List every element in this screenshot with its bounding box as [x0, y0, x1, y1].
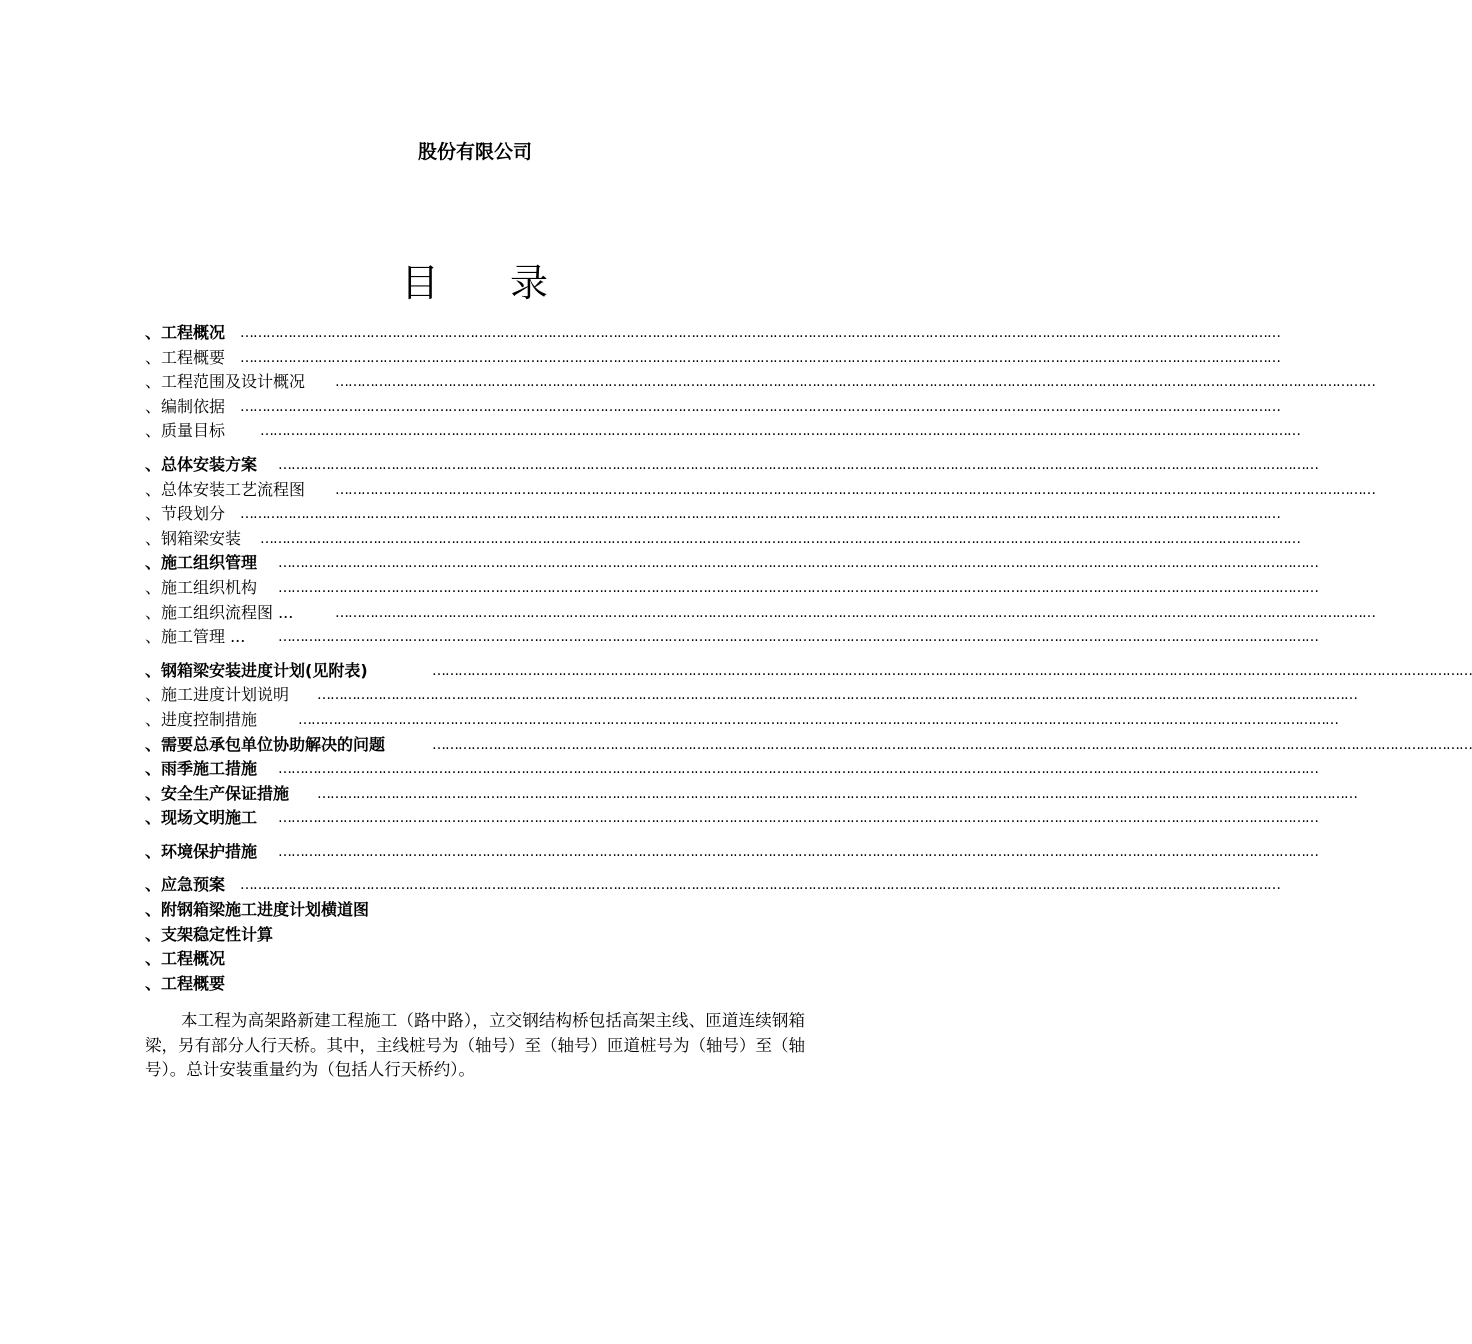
toc-leader-dots: …………………………………………………………………………………………………………………………………………………………………………………………………………………… — [240, 877, 1280, 894]
toc-entry[interactable] — [145, 782, 1357, 807]
toc-heading-char-1: 目 — [400, 261, 440, 305]
toc-entry[interactable] — [145, 625, 1318, 650]
toc-entry[interactable] — [145, 898, 785, 923]
toc-entry[interactable] — [145, 923, 785, 948]
toc-entry[interactable] — [145, 806, 1318, 831]
toc-entry[interactable] — [145, 733, 1472, 758]
toc-leader-dots: …………………………………………………………………………………………………………………………………………………………………………………………………………………… — [240, 349, 1280, 366]
toc-entry[interactable] — [145, 840, 1318, 865]
company-name: 股份有限公司 — [417, 141, 532, 163]
toc-leader-dots: …………………………………………………………………………………………………………………………………………………………………………………………………………………… — [278, 843, 1318, 860]
toc-entry-label: 、施工组织机构 — [145, 577, 258, 597]
toc-entry-label: 、安全生产保证措施 — [145, 783, 290, 803]
table-of-contents — [145, 321, 1472, 996]
toc-entry-label: 、现场文明施工 — [145, 808, 258, 828]
toc-entry-label: 、进度控制措施 — [145, 709, 258, 729]
toc-entry[interactable] — [145, 419, 1300, 444]
toc-entry-label: 、施工管理 ... — [145, 627, 246, 647]
toc-leader-dots: …………………………………………………………………………………………………………………………………………………………………………………………………………………… — [432, 662, 1472, 679]
toc-entry[interactable] — [145, 601, 1375, 626]
toc-entry-label: 、工程概况 — [145, 323, 226, 342]
toc-entry-label: 、支架稳定性计算 — [145, 924, 274, 944]
body-paragraph: 本工程为高架路新建工程施工（路中路），立交钢结构桥包括高架主线、匝道连续钢箱梁，另有部分人行天桥。其中，主线桩号为（轴号）至（轴号）匝道桩号为（轴号）至（轴号）。总计安装重量约为（包括人行天桥约）。 — [145, 1011, 805, 1079]
toc-entry-label: 、节段划分 — [145, 504, 226, 524]
body-section — [145, 1009, 805, 1083]
toc-entry[interactable] — [145, 321, 1280, 346]
toc-entry[interactable] — [145, 551, 1318, 576]
toc-leader-dots: …………………………………………………………………………………………………………………………………………………………………………………………………………………… — [335, 604, 1375, 621]
toc-heading-char-2: 录 — [510, 261, 550, 305]
toc-leader-dots: …………………………………………………………………………………………………………………………………………………………………………………………………………………… — [278, 629, 1318, 646]
toc-entry-label: 、需要总承包单位协助解决的问题 — [145, 734, 386, 754]
toc-leader-dots: …………………………………………………………………………………………………………………………………………………………………………………………………………………… — [260, 530, 1300, 547]
toc-entry-label: 、钢箱梁安装进度计划(见附表) — [145, 660, 368, 680]
toc-leader-dots: …………………………………………………………………………………………………………………………………………………………………………………………………………………… — [278, 579, 1318, 596]
toc-entry-label: 、质量目标 — [145, 421, 226, 441]
toc-entry-label: 、工程概况 — [145, 949, 226, 969]
toc-entry[interactable] — [145, 708, 1338, 733]
toc-entry[interactable] — [145, 576, 1318, 601]
toc-entry[interactable] — [145, 346, 1280, 371]
toc-entry[interactable] — [145, 395, 1280, 420]
toc-entry[interactable] — [145, 683, 1357, 708]
toc-entry[interactable] — [145, 370, 1375, 395]
toc-leader-dots: …………………………………………………………………………………………………………………………………………………………………………………………………………………… — [335, 374, 1375, 391]
toc-entry-label: 、施工组织管理 — [145, 553, 258, 573]
toc-entry-label: 、施工进度计划说明 — [145, 685, 290, 705]
toc-entry-label: 、工程范围及设计概况 — [145, 372, 306, 392]
toc-entry-label: 、总体安装工艺流程图 — [145, 479, 306, 499]
toc-leader-dots: …………………………………………………………………………………………………………………………………………………………………………………………………………………… — [240, 506, 1280, 523]
toc-entry-label: 、编制依据 — [145, 396, 226, 416]
toc-leader-dots: …………………………………………………………………………………………………………………………………………………………………………………………………………………… — [278, 456, 1318, 473]
toc-entry[interactable] — [145, 757, 1318, 782]
toc-entry-label: 、施工组织流程图 ... — [145, 602, 294, 622]
toc-entry[interactable] — [145, 502, 1280, 527]
toc-leader-dots: …………………………………………………………………………………………………………………………………………………………………………………………………………………… — [278, 810, 1318, 827]
toc-leader-dots: …………………………………………………………………………………………………………………………………………………………………………………………………………………… — [432, 736, 1472, 753]
toc-entry-label: 、附钢箱梁施工进度计划横道图 — [145, 900, 370, 920]
toc-entry-label: 、钢箱梁安装 — [145, 528, 242, 548]
toc-entry[interactable] — [145, 453, 1318, 478]
toc-entry[interactable] — [145, 947, 785, 972]
toc-entry[interactable] — [145, 659, 1472, 684]
toc-leader-dots: …………………………………………………………………………………………………………………………………………………………………………………………………………………… — [335, 481, 1375, 498]
toc-leader-dots: …………………………………………………………………………………………………………………………………………………………………………………………………………………… — [240, 398, 1280, 415]
toc-entry-label: 、总体安装方案 — [145, 454, 258, 474]
toc-heading — [0, 252, 950, 307]
toc-leader-dots: …………………………………………………………………………………………………………………………………………………………………………………………………………………… — [240, 325, 1280, 341]
toc-leader-dots: …………………………………………………………………………………………………………………………………………………………………………………………………………………… — [260, 423, 1300, 440]
toc-entry-label: 、工程概要 — [145, 973, 226, 993]
toc-entry-label: 、雨季施工措施 — [145, 759, 258, 779]
toc-leader-dots: …………………………………………………………………………………………………………………………………………………………………………………………………………………… — [317, 687, 1357, 704]
toc-leader-dots: …………………………………………………………………………………………………………………………………………………………………………………………………………………… — [278, 761, 1318, 778]
toc-leader-dots: …………………………………………………………………………………………………………………………………………………………………………………………………………………… — [278, 555, 1318, 572]
toc-entry-label: 、环境保护措施 — [145, 841, 258, 861]
toc-entry[interactable] — [145, 478, 1375, 503]
toc-entry[interactable] — [145, 873, 1280, 898]
toc-entry-label: 、应急预案 — [145, 875, 226, 895]
toc-entry[interactable] — [145, 972, 785, 997]
toc-leader-dots: …………………………………………………………………………………………………………………………………………………………………………………………………………………… — [298, 711, 1338, 728]
toc-entry[interactable] — [145, 527, 1300, 552]
toc-entry-label: 、工程概要 — [145, 347, 226, 367]
toc-leader-dots: …………………………………………………………………………………………………………………………………………………………………………………………………………………… — [317, 785, 1357, 802]
